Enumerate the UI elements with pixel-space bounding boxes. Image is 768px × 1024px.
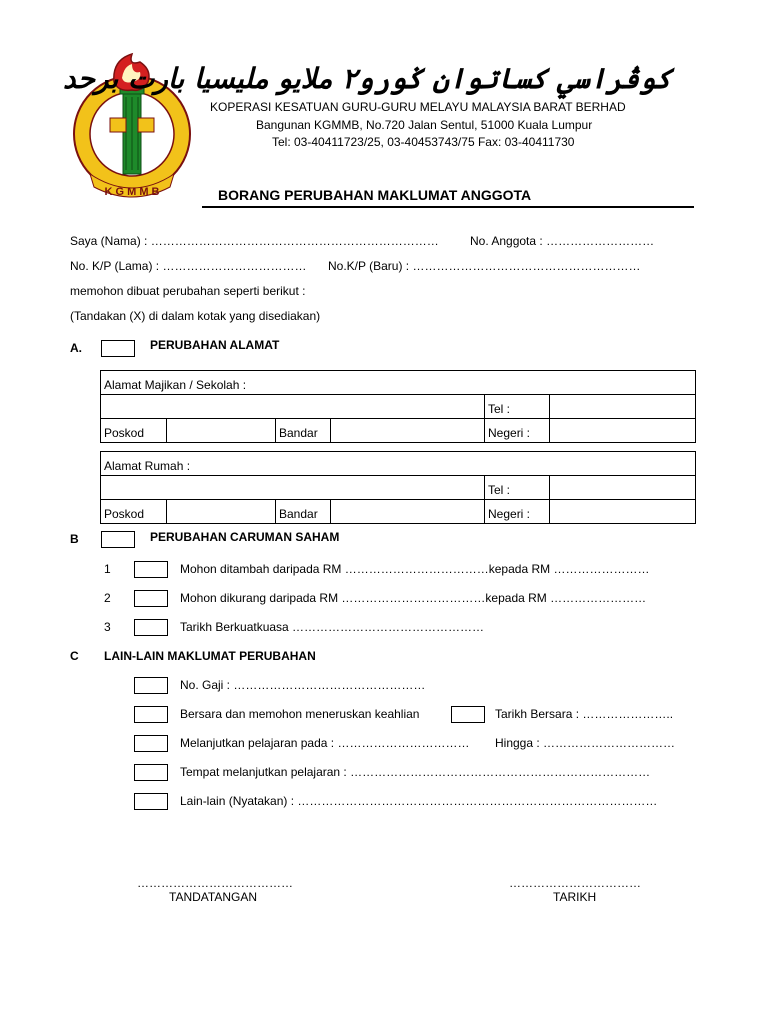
employer-bandar-label: Bandar [276, 419, 331, 443]
section-a-letter: A. [70, 341, 82, 355]
section-b-item-2-text: Mohon dikurang daripada RM ………………………………kepada RM …………………… [180, 591, 647, 605]
section-a-checkbox[interactable] [101, 340, 135, 357]
section-b-item-2-checkbox[interactable] [134, 590, 168, 607]
home-address-table [100, 451, 696, 524]
anggota-field[interactable]: ……………………… [546, 234, 655, 248]
tarikh-bersara-checkbox[interactable] [451, 706, 485, 723]
section-b-item-1-checkbox[interactable] [134, 561, 168, 578]
section-b-item-1-text: Mohon ditambah daripada RM ………………………………kepada RM …………………… [180, 562, 650, 576]
org-contact: Tel: 03-40411723/25, 03-40453743/75 Fax: 03-40411730 [272, 135, 575, 149]
nama-row [70, 234, 439, 248]
section-c-item-1-checkbox[interactable] [134, 677, 168, 694]
employer-address-table [100, 370, 696, 443]
section-b-checkbox[interactable] [101, 531, 135, 548]
section-b-title: PERUBAHAN CARUMAN SAHAM [150, 530, 340, 544]
home-poskod-field[interactable] [167, 500, 276, 524]
section-a-title: PERUBAHAN ALAMAT [150, 338, 280, 352]
home-negeri-field[interactable] [550, 500, 696, 524]
org-address: Bangunan KGMMB, No.720 Jalan Sentul, 51000 Kuala Lumpur [256, 118, 593, 132]
hingga-text: Hingga : …………………………… [495, 736, 676, 750]
section-c-item-2-checkbox[interactable] [134, 706, 168, 723]
kp-baru-label: No.K/P (Baru) : [328, 259, 410, 273]
section-c-title: LAIN-LAIN MAKLUMAT PERUBAHAN [104, 649, 316, 663]
kp-lama-row [70, 259, 307, 273]
nama-label: Saya (Nama) : [70, 234, 148, 248]
employer-address-heading: Alamat Majikan / Sekolah : [101, 371, 696, 395]
kp-baru-row [328, 259, 640, 273]
home-tel-label: Tel : [485, 476, 550, 500]
home-address-field[interactable] [101, 476, 485, 500]
employer-poskod-label: Poskod [101, 419, 167, 443]
section-b-item-3-number: 3 [104, 620, 111, 634]
employer-address-field[interactable] [101, 395, 485, 419]
signature-field[interactable]: ………………………………… [137, 876, 293, 890]
section-c-item-5-text: Lain-lain (Nyatakan) : ……………………………………………………………………………… [180, 794, 658, 808]
tarikh-bersara-text: Tarikh Bersara : ………………….. [495, 707, 674, 721]
signature-label: TANDATANGAN [169, 890, 258, 904]
section-c-item-2-text: Bersara dan memohon meneruskan keahlian [180, 707, 420, 721]
home-negeri-label: Negeri : [485, 500, 550, 524]
section-c-letter: C [70, 649, 79, 663]
section-c-item-5-checkbox[interactable] [134, 793, 168, 810]
anggota-label: No. Anggota : [470, 234, 543, 248]
request-line: memohon dibuat perubahan seperti berikut : [70, 284, 306, 298]
section-c-item-4-text: Tempat melanjutkan pelajaran : ………………………………………………………………… [180, 765, 651, 779]
employer-tel-label: Tel : [485, 395, 550, 419]
kp-lama-label: No. K/P (Lama) : [70, 259, 160, 273]
jawi-title: كوڤراسي كساتوان ݢورو٢ ملايو مليسيا بارت برحد [63, 62, 672, 95]
employer-negeri-field[interactable] [550, 419, 696, 443]
org-name: KOPERASI KESATUAN GURU-GURU MELAYU MALAYSIA BARAT BERHAD [210, 100, 626, 114]
logo-text: K G M M B [104, 186, 160, 198]
home-poskod-label: Poskod [101, 500, 167, 524]
section-b-item-1-number: 1 [104, 562, 111, 576]
section-b-item-3-text: Tarikh Berkuatkuasa ………………………………………… [180, 620, 485, 634]
instruction-line: (Tandakan (X) di dalam kotak yang disediakan) [70, 309, 321, 323]
home-bandar-label: Bandar [276, 500, 331, 524]
section-b-item-3-checkbox[interactable] [134, 619, 168, 636]
section-b-letter: B [70, 532, 79, 546]
date-label: TARIKH [553, 890, 597, 904]
home-address-heading: Alamat Rumah : [101, 452, 696, 476]
form-title: BORANG PERUBAHAN MAKLUMAT ANGGOTA [218, 187, 532, 203]
section-c-item-4-checkbox[interactable] [134, 764, 168, 781]
employer-bandar-field[interactable] [331, 419, 485, 443]
home-bandar-field[interactable] [331, 500, 485, 524]
section-c-item-1-text: No. Gaji : ………………………………………… [180, 678, 426, 692]
title-underline [202, 206, 694, 208]
employer-tel-field[interactable] [550, 395, 696, 419]
section-c-item-3-text: Melanjutkan pelajaran pada : …………………………… [180, 736, 470, 750]
section-c-item-3-checkbox[interactable] [134, 735, 168, 752]
nama-field[interactable]: ……………………………………………………………… [150, 234, 439, 248]
home-tel-field[interactable] [550, 476, 696, 500]
employer-poskod-field[interactable] [167, 419, 276, 443]
date-field[interactable]: …………………………… [509, 876, 641, 890]
kp-baru-field[interactable]: ………………………………………………… [412, 259, 641, 273]
anggota-row [470, 234, 654, 248]
section-b-item-2-number: 2 [104, 591, 111, 605]
kp-lama-field[interactable]: ……………………………… [162, 259, 307, 273]
employer-negeri-label: Negeri : [485, 419, 550, 443]
